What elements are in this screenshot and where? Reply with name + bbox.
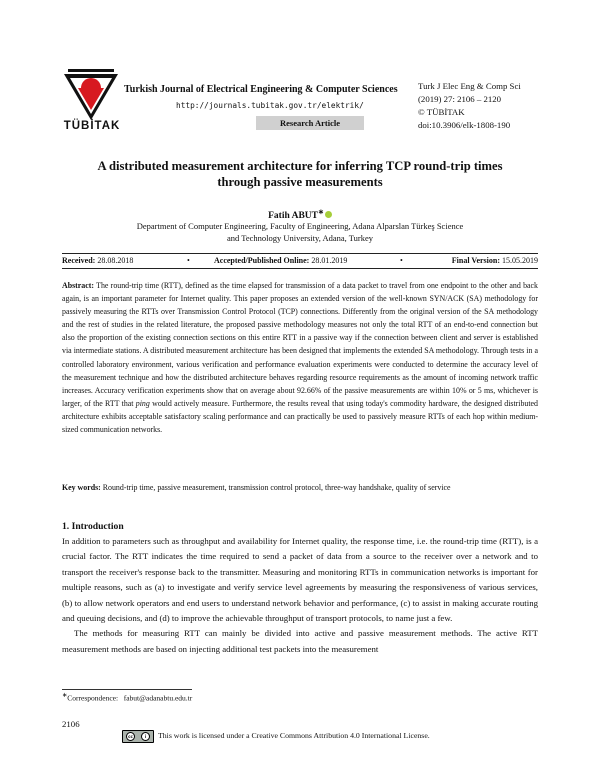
footnote [62,692,192,703]
date-separator: • [187,256,190,265]
journal-reference [418,80,521,132]
tubitak-emblem-icon [62,66,120,122]
footnote-label: Correspondence: [67,693,119,703]
keywords [62,482,538,495]
dates-top-rule [62,253,538,254]
orcid-icon[interactable] [325,211,332,218]
keywords-text: Round-trip time, passive measurement, transmission control protocol, three-way handshake, quality of service [100,483,451,492]
paper-title [60,158,540,190]
author-name: Fatih ABUT [268,211,318,222]
final-version-label: Final Version: [451,256,500,265]
affiliation [100,220,500,244]
accepted-date: 28.01.2019 [311,256,348,265]
abstract-text: The round-trip time (RTT), defined as the time elapsed for transmission of a data packet to travel from one endpoint to the other and back again, is an important parameter for Internet quality. This paper proposes an extended version of the well-known SYN/ACK (SA) methodology for passively measuring the RTTs over Transmission Control Protocol (TCP) connections. Differently from the original version of the SA methodology and the rest of studies in the related literature, the proposed passive methodology measures not only the total RTT of an end-to-end connection but also the proportion of the existing connection sections on this entire RTT in a passive way if the connection between client and server is established via intermediate stations. A distributed measurement architecture has been designed that implements the extended SA methodology. Through tests in a controlled laboratory environment, various verification and performance evaluation experiments were conducted to determine the accuracy level of the measurement technique and how the distributed architecture behaves regarding resource requirements as the amount of incoming network traffic increases. Accuracy verification experiments show that on average about 92.66% of the passive measurements are within 10% or 5 ms, whichever is larger, of the RTT that [62,281,538,408]
dates-bottom-rule [62,268,538,269]
journal-ref-line: Turk J Elec Eng & Comp Sci [418,81,521,91]
correspondence-email[interactable]: fabut@adanabtu.edu.tr [123,693,193,703]
cc-by-badge[interactable] [122,730,154,743]
journal-url[interactable]: http://journals.tubitak.gov.tr/elektrik/ [176,101,364,110]
abstract-label: Abstract: [62,281,94,290]
license-text: This work is licensed under a Creative Commons Attribution 4.0 International License. [158,731,430,740]
date-separator: • [400,256,403,265]
article-type-label: Research Article [256,116,364,130]
title-line: through passive measurements [217,175,383,189]
journal-ref-line: (2019) 27: 2106 – 2120 [418,94,502,104]
paragraph: The methods for measuring RTT can mainly be divided into active and passive measurement methods. The active RTT measurement methods are based on injecting additional test packets into the measurement [62,628,538,654]
attribution-icon: i [141,732,150,741]
paragraph: In addition to parameters such as throughput and availability for Internet quality, the response time, i.e. the round-trip time (RTT), is a crucial factor. The RTT indicates the time required to send a packet of data from a source to the receiver over a network and to transport the receiver's response back to the transmitter. Measuring and monitoring RTTs in communication networks is important for multiple reasons, such as (a) to investigate and verify service level agreements by measuring the responsiveness of various services, (b) to allow network operators and end users to understand network behavior and performance, (c) to assist in making accurate routing and queuing decisions, and (d) to improve the achievable throughput of transport protocols, to name just a few. [62,536,538,624]
page-number: 2106 [62,719,80,729]
tubitak-logo-text: TÜBİTAK [63,120,121,132]
section-heading: 1. Introduction [62,521,124,532]
doi-link[interactable]: doi:10.3906/elk-1808-190 [418,120,511,130]
final-version-date: 15.05.2019 [502,256,538,265]
cc-icon: cc [126,732,135,741]
keywords-label: Key words: [62,483,101,492]
footnote-rule [62,689,192,690]
affiliation-line: and Technology University, Adana, Turkey [226,233,373,243]
received-date: 28.08.2018 [97,256,134,265]
accepted-label: Accepted/Published Online: [214,256,310,265]
title-line: A distributed measurement architecture for inferring TCP round-trip times [97,159,503,173]
abstract [62,279,538,436]
journal-ref-line: © TÜBİTAK [418,107,465,117]
journal-name: Turkish Journal of Electrical Engineering & Computer Sciences [124,84,398,95]
abstract-text: would actively measure. Furthermore, the results reveal that using today's commodity hardware, the designed distributed architecture exhibits acceptable satisfactory scaling performance and can practically be used to passively measure RTTs of each hop within medium-sized communication networks. [62,398,539,435]
author-marker: ∗ [318,208,324,216]
footnote-marker: ∗ [62,692,68,699]
received-label: Received: [62,256,96,265]
introduction-body [62,534,538,657]
abstract-italic-term: ping [135,398,150,408]
affiliation-line: Department of Computer Engineering, Faculty of Engineering, Adana Alparslan Türkeş Science [136,221,464,231]
